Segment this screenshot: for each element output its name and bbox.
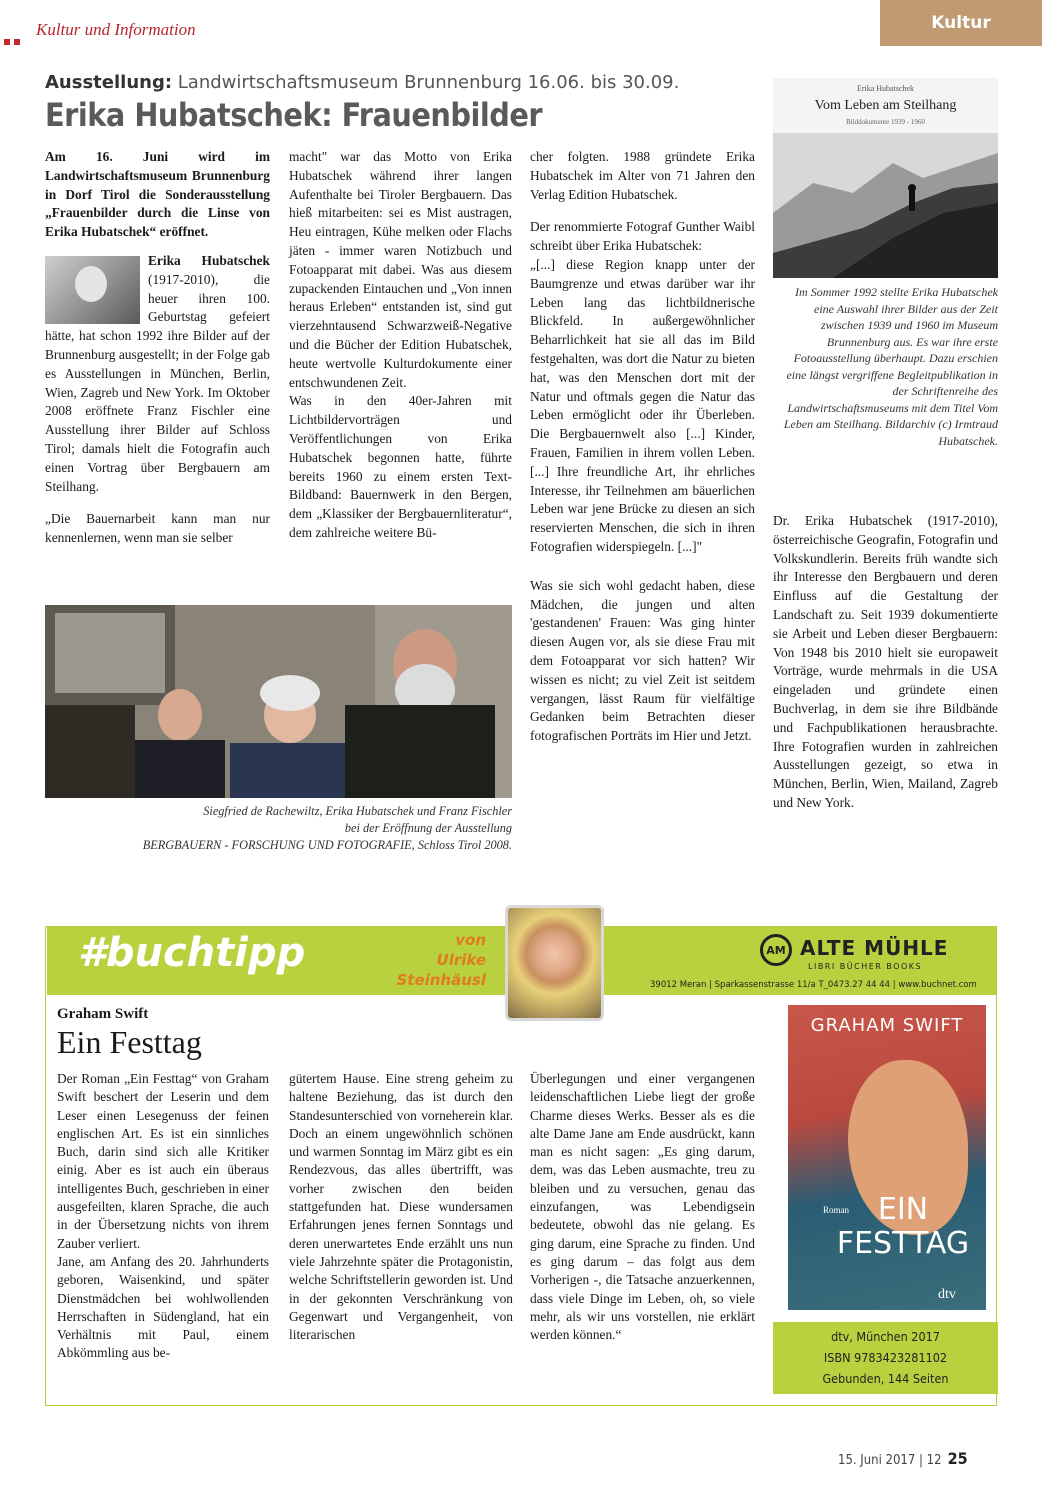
- shop-name: ALTE MÜHLE: [800, 936, 949, 960]
- article-column-3: [530, 148, 755, 754]
- section-label: Kultur und Information: [36, 20, 196, 39]
- mountain-photo: [773, 133, 998, 278]
- cover-title: [828, 1193, 978, 1261]
- book-cover-festtag: [788, 1005, 986, 1310]
- cover-title-line: FESTTAG: [836, 1226, 970, 1261]
- reviewer-first-name: Ulrike: [436, 951, 486, 969]
- cover-author: GRAHAM SWIFT: [810, 1015, 964, 1036]
- article-column-2: [289, 148, 512, 551]
- book-info: [773, 1322, 998, 1394]
- photo-caption-line: bei der Eröffnung der Ausstellung: [344, 821, 512, 835]
- shop-tagline: LIBRI BÜCHER BOOKS: [808, 962, 923, 971]
- photo-caption: [45, 803, 512, 854]
- quote-paragraph: „[...] diese Region knapp unter der Baumgrenze und etwas darüber war ihr Leben lang das lichtbildnerische Blickfeld. In außergewöhnlicher Beharrlichkeit hat sie all das im Bild festgehalten, was dort die Natur zu bieten hat, was den Menschen dort mit der Natur und oftmals gegen die Natur das Leben ermöglicht oder ihr Überleben. Die Bergbauernwelt also [...] Kinder, Frauen, Familien in ihrem vollen Leben. [...] Ihre freundliche Art, ihr ehrliches Interesse, ihr Teilnehmen am bäuerlichen Leben war jene Brücke zu diesen an sich reservierten Menschen, die sich in ihren Fotografien widerspiegeln. [...]": [530, 256, 755, 554]
- book-cover-steilhang: [773, 78, 998, 278]
- article-paragraph: Der renommierte Fotograf Gunther Waibl schreibt über Erika Hubatschek:: [530, 219, 755, 254]
- review-column-2: gütertem Hause. Eine streng geheim zu haltene Beziehung, das ist durch den Standesunterschied von vorneherein klar. Doch an einem ungewöhnlich schönen und warmen Sonntag im März gibt es ein Rendezvous, das alles übertrifft, was vorher zwischen den beiden stattgefunden hat. Diese wundersamen Erfahrungen jenes fernen Sonntags und deren unerwartetes Ende erzählt uns nun viele Jahrzehnte später die Protagonistin, welche Schriftstellerin geworden ist. Und in der gekonnten Verschränkung von Gegenwart und Vergangenheit, von literarischen: [289, 1071, 513, 1343]
- book-subtitle: Bilddokumente 1939 - 1960: [846, 118, 925, 126]
- review-paragraph: Der Roman „Ein Festtag“ von Graham Swift beschert der Leserin und dem Leser einen Lesegenuss der feinen englischen Art. Es ist ein sinnliches Buch, darin sind sich alle Kritiker einig. Aber es ist auch ein überaus intelligentes Buch, geschrieben in einer ausgefeilten, klaren Sprache, die auch in der Übersetzung nichts von ihrem Zauber verliert.: [57, 1071, 269, 1251]
- cover-publisher: dtv: [938, 1287, 956, 1302]
- article-column-1: [45, 148, 270, 556]
- page-footer: [838, 1449, 968, 1468]
- review-column-1: [57, 1070, 269, 1363]
- portrait-name: Erika Hubatschek: [148, 252, 270, 268]
- article-paragraph: (1917-2010), die heuer ihren 100. Geburtstag gefeiert hätte, hat schon 1992 ihre Bilder auf der Brunnenburg ausgestellt; in der Folge gab es Ausstellungen in München, Berlin, Wien, Zagreb und New York. Im Oktober 2008 eröffnete Franz Fischler eine Ausstellung ihrer Bilder auf Schloss Tirol; damals hielt die Fotografin auch einen Vortrag über Bergbauern am Steilhang.: [45, 271, 270, 494]
- reviewer-photo: [505, 905, 604, 1021]
- article-kicker: [45, 72, 679, 93]
- book-info-line: ISBN 9783423281102: [823, 1350, 948, 1365]
- article-paragraph: cher folgten. 1988 gründete Erika Hubatschek im Alter von 71 Jahren den Verlag Edition Hubatschek.: [530, 149, 755, 202]
- header-markers: [4, 30, 24, 49]
- book-info-line: dtv, München 2017: [831, 1329, 940, 1344]
- cover-title-line: EIN: [877, 1192, 929, 1227]
- issue-date: 15. Juni 2017 | 12: [838, 1453, 942, 1468]
- reviewer-credit: [378, 930, 486, 990]
- article-paragraph: Was in den 40er-Jahren mit Lichtbildervorträgen und Veröffentlichungen von Erika Hubatschek begonnen hatte, führte bereits 1960 zu einem ersten Text-Bildband: Bauernwerk in den Bergen, dem „Klassiker der Bergbauernliteratur“, dem zahlreiche weitere Bü-: [289, 393, 512, 540]
- article-lead: Am 16. Juni wird im Landwirtschaftsmuseum Brunnenburg in Dorf Tirol die Sonderausstellung „Frauenbilder durch die Linse von Erika Hubatschek“ eröffnet.: [45, 149, 270, 240]
- kicker-label: Ausstellung:: [45, 72, 173, 93]
- photo-caption-line: BERGBAUERN - FORSCHUNG UND FOTOGRAFIE, Schloss Tirol 2008.: [142, 838, 512, 852]
- page-number: 25: [947, 1449, 968, 1468]
- article-paragraph: Dr. Erika Hubatschek (1917-2010), österreichische Geografin, Fotografin und Volkskundlerin. Bereits früh wandte sich ihr Interesse den Bergbauern und deren Einfluss auf die Gestaltung der Landschaft zu. Seit 1939 dokumentierte sie Arbeit und Leben dieser Bergbauern: Von 1948 bis 2010 hielt sie europaweit Vorträge, wurde mehrmals in die USA eingeladen und gründete einen Buchverlag, in dem sie ihre Bildbände und Fachpublikationen herausbrachte. Ihre Fotografien wurden in zahlreichen Ausstellungen gezeigt, so etwa in München, Berlin, Wien, Mailand, Zagreb und New York.: [773, 513, 998, 810]
- review-column-3: Überlegungen und einer vergangenen leidenschaftlichen Liebe liegt der große Charme dieses Werks. Besser als es die alte Dame Jane am Ende ausdrückt, kann man es nicht sagen: „Es ging darum, dem, was das Leben ausmachte, treu zu bleiben und zu versuchen, genau das einzufangen, was Lebendigsein bedeutete, obwohl das nie gelang. Es ging darum, eine Sprache zu finden. Und es ging darum – das folgt aus dem Vorherigen -, die Tatsache anzuerkennen, dass viele Dinge im Leben, oh, so viele mehr, als wir uns vorstellen, nie erklärt werden können.“: [530, 1071, 755, 1343]
- cover-genre: Roman: [823, 1205, 849, 1215]
- kicker-text: Landwirtschaftsmuseum Brunnenburg 16.06. bis 30.09.: [172, 72, 680, 93]
- book-caption: Im Sommer 1992 stellte Erika Hubatschek eine Auswahl ihrer Bilder aus der Zeit zwischen 1939 und 1960 im Museum Brunnenburg aus. Es war ihre erste Fotoausstellung überhaupt. Dazu erschien eine längst vergriffene Begleitpublikation in der Schriftenreihe des Landwirtschaftsmuseums mit dem Titel Vom Leben am Steilhang. Bildarchiv (c) Irmtraud Hubatschek.: [783, 285, 998, 448]
- article-paragraph: Was sie sich wohl gedacht haben, diese Mädchen, die jungen und alten 'gestandenen' Frauen: Was ging hinter diesen Augen vor, als sie diese Frau mit dem Fotoapparat vor sich hatten? Wir wissen es nicht; zu viel Zeit ist seitdem vergangen, lässt Raum für vielfältige Gedanken beim Betrachten dieser fotografischen Porträts im Hier und Jetzt.: [530, 577, 755, 744]
- section-tab: Kultur: [880, 0, 1042, 46]
- shop-logo-icon: AM: [760, 934, 792, 966]
- review-paragraph: Jane, am Anfang des 20. Jahrhunderts geboren, Waisenkind, und später Dienstmädchen bei wohlwollenden Herrschaften in Südengland, hat ein Verhältnis mit Paul, einem Abkömmling aus be-: [57, 1253, 269, 1361]
- review-book-title: Ein Festtag: [57, 1024, 202, 1060]
- portrait-photo: [45, 256, 140, 324]
- article-headline: Erika Hubatschek: Frauenbilder: [45, 96, 543, 134]
- book-info-line: Gebunden, 144 Seiten: [822, 1371, 949, 1386]
- reviewer-von: von: [455, 931, 486, 949]
- review-book-author: Graham Swift: [57, 1006, 149, 1022]
- book-author: Erika Hubatschek: [856, 84, 915, 93]
- article-paragraph: macht" war das Motto von Erika Hubatschek während ihrer langen Aufenthalte bei Tiroler Bergbauern. Das hieß mitarbeiten: sei es Mist austragen, Heu eintragen, Kühe melken oder Flachs jäten - immer waren Notizbuch und Fotoapparat mit dabei. Was aus diesem zupackenden Eintauchen und „Von innen heraus Erleben“ entstanden ist, sind gut vierzehntausend Schwarzweiß-Negative und die Bücher der Edition Hubatschek, heute wertvolle Kulturdokumente einer entschwundenen Zeit.: [289, 149, 512, 390]
- article-column-4: [773, 512, 998, 821]
- opening-photo: [45, 605, 512, 798]
- shop-address: 39012 Meran | Sparkassenstrasse 11/a T_0473.27 44 44 | www.buchnet.com: [650, 980, 977, 990]
- article-paragraph: „Die Bauernarbeit kann man nur kennenlernen, wenn man sie selber: [45, 511, 270, 546]
- photo-caption-line: Siegfried de Rachewiltz, Erika Hubatschek und Franz Fischler: [203, 804, 512, 818]
- reviewer-last-name: Steinhäusl: [396, 971, 486, 989]
- buchtipp-logo: #buchtipp: [78, 930, 306, 976]
- book-title: Vom Leben am Steilhang: [814, 98, 957, 113]
